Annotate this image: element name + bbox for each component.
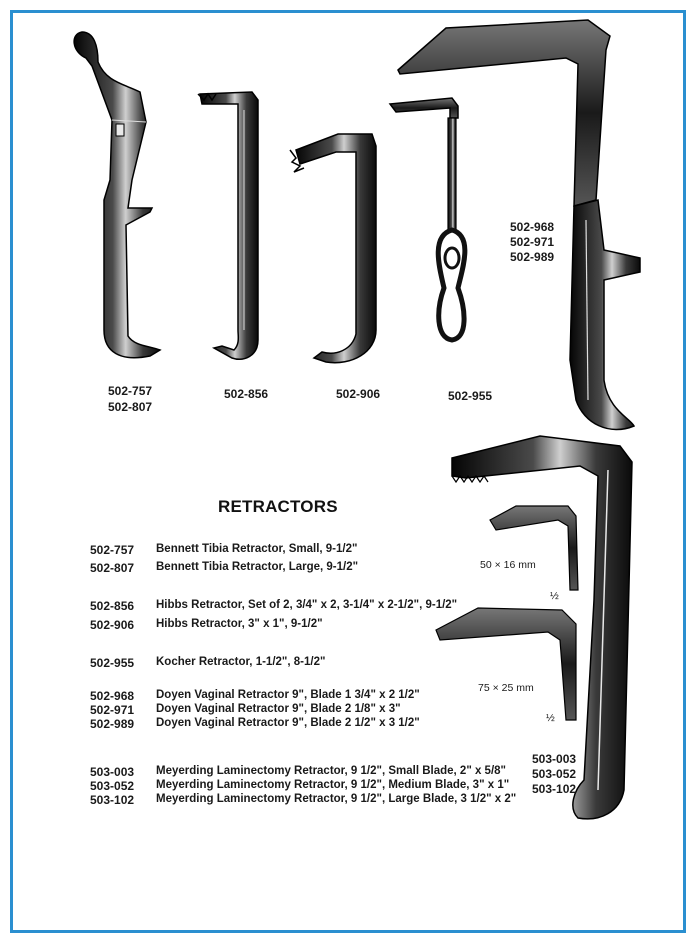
catalog-code: 502-856 [90, 599, 135, 613]
catalog-description: Hibbs Retractor, Set of 2, 3/4" x 2, 3-1/4" x 2-1/2", 9-1/2" [156, 599, 458, 611]
catalog-description: Doyen Vaginal Retractor 9", Blade 2 1/2" x 3 1/2" [156, 717, 420, 729]
dimension-small-blade: 50 × 16 mm [480, 559, 536, 571]
section-heading: RETRACTORS [218, 497, 338, 516]
bennett-retractor-image [74, 32, 160, 358]
catalog-description: Hibbs Retractor, 3" x 1", 9-1/2" [156, 618, 323, 630]
catalog-description: Kocher Retractor, 1-1/2", 8-1/2" [156, 656, 326, 668]
catalog-code: 503-102 [90, 793, 135, 807]
meyerding-image-code-1: 503-003 [532, 752, 577, 766]
hibbs-small-image-code: 502-906 [336, 387, 381, 401]
kocher-retractor-image [390, 98, 465, 340]
catalog-code: 502-971 [90, 703, 135, 717]
catalog-code: 503-003 [90, 765, 135, 779]
catalog-code: 502-989 [90, 717, 135, 731]
catalog-description: Bennett Tibia Retractor, Small, 9-1/2" [156, 543, 358, 555]
catalog-code: 502-968 [90, 689, 135, 703]
kocher-image-code: 502-955 [448, 389, 493, 403]
catalog-description: Doyen Vaginal Retractor 9", Blade 2 1/8" x 3" [156, 703, 401, 715]
meyerding-image-code-3: 503-102 [532, 782, 577, 796]
hibbs-small-retractor-image [290, 134, 376, 363]
dimension-large-blade: 75 × 25 mm [478, 682, 534, 694]
doyen-image-code-1: 502-968 [510, 220, 555, 234]
meyerding-image-code-2: 503-052 [532, 767, 577, 781]
catalog-code: 502-955 [90, 656, 135, 670]
scale-mark-1: ½ [550, 590, 559, 602]
bennett-image-code-1: 502-757 [108, 384, 153, 398]
scale-mark-2: ½ [546, 712, 555, 724]
catalog-description: Bennett Tibia Retractor, Large, 9-1/2" [156, 561, 359, 573]
hibbs-retractor-image [198, 92, 258, 359]
catalog-code: 502-906 [90, 618, 135, 632]
catalog-description: Meyerding Laminectomy Retractor, 9 1/2", Medium Blade, 3" x 1" [156, 779, 510, 791]
doyen-image-code-3: 502-989 [510, 250, 555, 264]
catalog-description: Doyen Vaginal Retractor 9", Blade 1 3/4" x 2 1/2" [156, 689, 420, 701]
bennett-image-code-2: 502-807 [108, 400, 153, 414]
hibbs-image-code: 502-856 [224, 387, 269, 401]
catalog-code: 502-807 [90, 561, 135, 575]
catalog-description: Meyerding Laminectomy Retractor, 9 1/2", Small Blade, 2" x 5/8" [156, 765, 506, 777]
catalog-code: 502-757 [90, 543, 135, 557]
catalog-description: Meyerding Laminectomy Retractor, 9 1/2", Large Blade, 3 1/2" x 2" [156, 793, 517, 805]
catalog-code: 503-052 [90, 779, 135, 793]
doyen-image-code-2: 502-971 [510, 235, 555, 249]
